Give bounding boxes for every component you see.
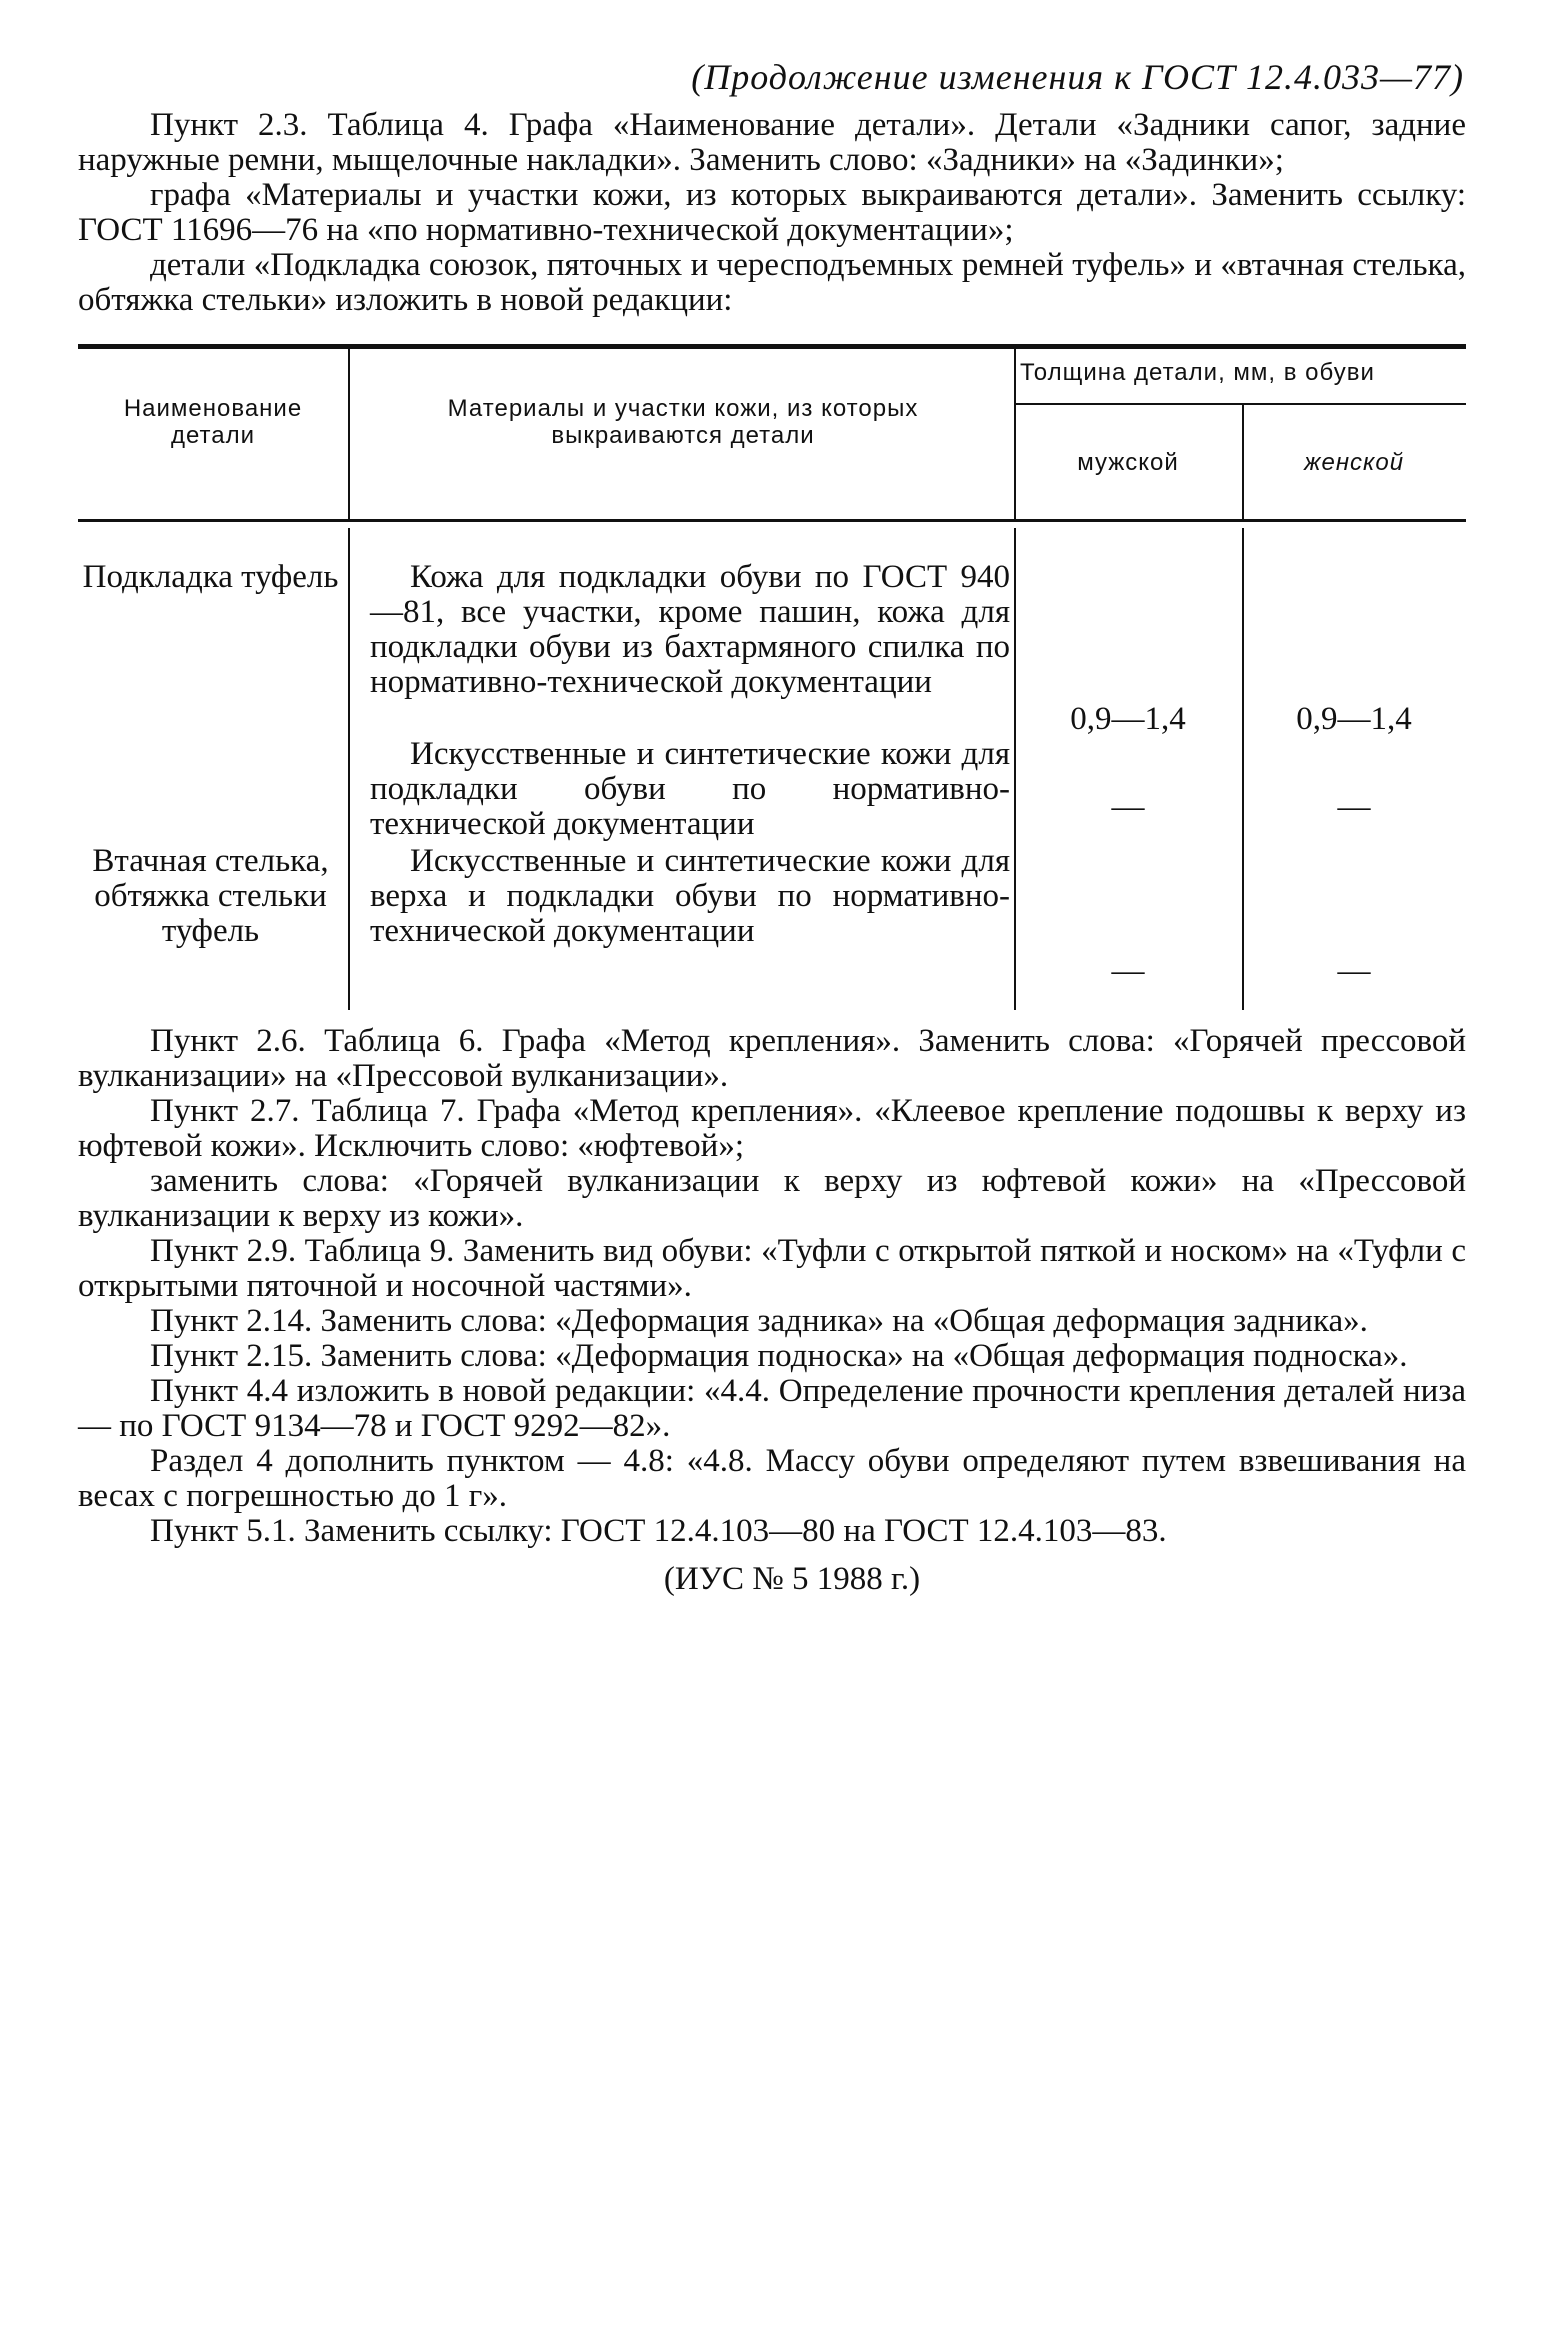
amendment-paragraph: Пункт 2.6. Таблица 6. Графа «Метод крепления». Заменить слова: «Горячей прессовой вулканизации» на «Прессовой вулканизации». <box>78 1023 1466 1094</box>
header-male: мужской <box>1077 449 1179 476</box>
amendment-paragraph: Раздел 4 дополнить пунктом — 4.8: «4.8. Массу обуви определяют путем взвешивания на весах с погрешностью до 1 г». <box>78 1443 1466 1514</box>
column-divider <box>1242 528 1244 1010</box>
document-page <box>78 56 1466 1598</box>
intro-paragraph: Пункт 2.3. Таблица 4. Графа «Наименование детали». Детали «Задники сапог, задние наружные ремни, мыщелочные накладки». Заменить слово: «Задники» на «Задинки»; <box>78 107 1466 178</box>
value-male: 0,9—1,4 <box>1070 701 1186 737</box>
table-header <box>78 349 1466 519</box>
row-materials: Искусственные и синтетические кожи для подкладки обуви по нормативно-технической документации <box>370 736 1010 842</box>
amendment-paragraph: Пункт 2.15. Заменить слова: «Деформация подноска» на «Общая деформация подноска». <box>150 1338 1408 1374</box>
value-male: — <box>1111 789 1145 825</box>
header-thickness: Толщина детали, мм, в обуви <box>1020 359 1375 386</box>
thickness-table <box>78 344 1466 1010</box>
intro-paragraph: графа «Материалы и участки кожи, из которых выкраиваются детали». Заменить ссылку: ГОСТ 11696—76 на «по нормативно-технической документации»; <box>78 177 1466 248</box>
amendment-paragraph: Пункт 2.9. Таблица 9. Заменить вид обуви: «Туфли с открытой пяткой и носком» на «Туфли с открытыми пяточной и носочной частями». <box>78 1233 1466 1304</box>
column-divider <box>1014 528 1016 1010</box>
header-name: Наименование детали <box>123 395 303 449</box>
intro-section <box>78 108 1466 318</box>
value-female: — <box>1337 953 1371 989</box>
source-reference: (ИУС № 5 1988 г.) <box>663 1561 921 1597</box>
amendments-section <box>78 1024 1466 1549</box>
row-materials: Искусственные и синтетические кожи для верха и подкладки обуви по нормативно-технической документации <box>370 843 1010 949</box>
row-materials: Кожа для подкладки обуви по ГОСТ 940—81, все участки, кроме пашин, кожа для подкладки обуви из бахтармяного спилка по нормативно-технической документации <box>370 559 1010 700</box>
amendment-paragraph: Пункт 4.4 изложить в новой редакции: «4.4. Определение прочности крепления деталей низа — по ГОСТ 9134—78 и ГОСТ 9292—82». <box>78 1373 1466 1444</box>
amendment-paragraph: заменить слова: «Горячей вулканизации к верху из юфтевой кожи» на «Прессовой вулканизации к верху из кожи». <box>78 1163 1466 1234</box>
value-female: 0,9—1,4 <box>1296 701 1412 737</box>
subheader-rule <box>1014 403 1466 405</box>
amendment-paragraph: Пункт 5.1. Заменить ссылку: ГОСТ 12.4.103—80 на ГОСТ 12.4.103—83. <box>150 1513 1167 1549</box>
page-header: (Продолжение изменения к ГОСТ 12.4.033—77) <box>691 57 1464 97</box>
row-name: Втачная стелька, обтяжка стельки туфель <box>92 843 329 949</box>
header-materials: Материалы и участки кожи, из которых выкраиваются детали <box>447 395 919 449</box>
value-male: — <box>1111 953 1145 989</box>
intro-paragraph: детали «Подкладка союзок, пяточных и чересподъемных ремней туфель» и «втачная стелька, обтяжка стельки» изложить в новой редакции: <box>78 247 1466 318</box>
amendment-paragraph: Пункт 2.7. Таблица 7. Графа «Метод крепления». «Клеевое крепление подошвы к верху из юфтевой кожи». Исключить слово: «юфтевой»; <box>78 1093 1466 1164</box>
amendment-paragraph: Пункт 2.14. Заменить слова: «Деформация задника» на «Общая деформация задника». <box>150 1303 1368 1339</box>
row-name: Подкладка туфель <box>82 559 339 595</box>
header-female: женской <box>1303 449 1405 476</box>
column-divider <box>348 349 350 519</box>
table-body <box>78 522 1466 1010</box>
column-divider <box>348 528 350 1010</box>
value-female: — <box>1337 789 1371 825</box>
